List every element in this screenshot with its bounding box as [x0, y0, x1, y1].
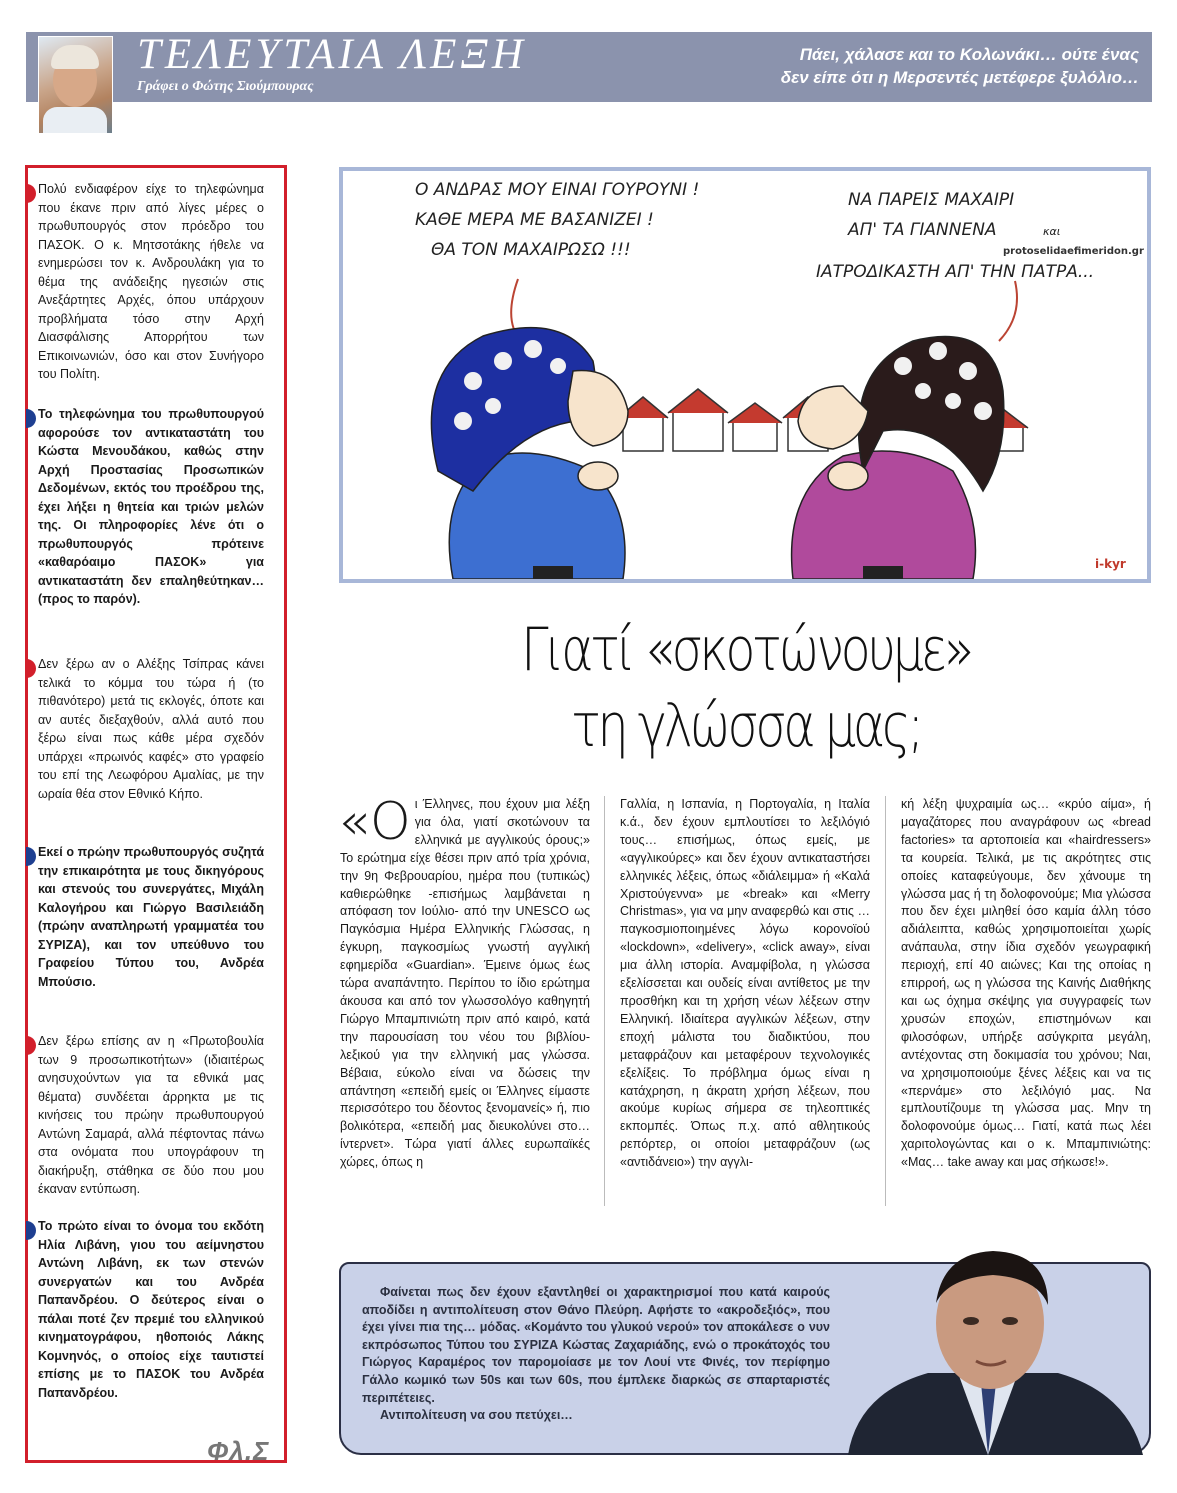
sidebar-item — [38, 1217, 264, 1402]
signature: Φλ.Σ — [207, 1436, 270, 1466]
sidebar-item — [38, 1032, 264, 1199]
column-divider — [885, 796, 886, 1206]
sidebar-item — [38, 405, 264, 609]
sidebar-item — [38, 180, 264, 384]
column-title: ΤΕΛΕΥΤΑΙΑ ΛΕΞΗ — [137, 31, 527, 78]
article-column-text: Γαλλία, η Ισπανία, η Πορτογαλία, η Ιταλία κ.ά., δεν έχουν εμπλουτίσει το λεξιλόγιό τους… επισήμως, όπως εμείς, με «αγγλικούρες» και δεν έχουν αντικαταστήσει ελληνικές λέξεις, όπως «διάλειμμα» ή «Καλά Χριστούγεννα» με «break» και «Merry Christmas», για να μην αναφερθώ και στις … παγκοσμιοποιημένες λόγω κορονοϊού «lockdown», «delivery», «click away», είναι μια άλλη ιστορία. Αναμφίβολα, η γλώσσα εξελίσσεται και ουδείς είναι αντίθετος με την προσθήκη και τη χρήση νέων λέξεων στην Ελληνική. Ιδιαίτερα αγγλικών λέξεων, στην εποχή μάλιστα του διαδικτύου, που μεταφράζουν και μεταφέρουν τεχνολογικές εξελίξεις. Το πρόβλημα όμως είναι η κατάχρηση, η άκρατη χρήση λέξεων, που ακούμε κυρίως σήμερα σε τηλεοπτικές εκπομπές. Όπως π.χ. από αθλητικούς ρεπόρτερ, οι οποίοι μεταφράζουν (ως «αντιδάνειο») την αγγλι- — [620, 797, 870, 1170]
right-speech-tail — [999, 281, 1017, 341]
bottom-box-paragraph: Φαίνεται πως δεν έχουν εξαντληθεί οι χαρακτηρισμοί που κατά καιρούς αποδίδει η αντιπολίτευση στον Θάνο Πλεύρη. Αφήστε το «ακροδεξιός», που έχει γίνει πια της… μόδας. «Κομάντο του γλυκού νερού» τον αποκάλεσε ο νυν εκπρόσωπος Τύπου του ΣΥΡΙΖΑ Κώστας Ζαχαριάδης, ενώ ο προκάτοχός του Γιώργος Καραμέρος τον παρομοίασε με τον Λουί ντε Φινές, τον περίφημο Γάλλο κωμικό των 50s και των 60s, που έμπλεκε διαρκώς σε σπαρταριστές περιπέτειες. — [362, 1285, 830, 1405]
sidebar-item-text: Δεν ξέρω αν ο Αλέξης Τσίπρας κάνει τελικά το κόμμα του τώρα ή (το πιθανότερο) μετά τις εκλογές, όποτε και αν αυτές διεξαχθούν, αλλά αυτό που ξέρω είναι πως κάθε μέρα σχεδόν υπάρχει «πρωινός καφές» στο γραφείο του επί της Λεωφόρου Αμαλίας, με την ωραία θέα στον Εθνικό Κήπο. — [38, 657, 264, 801]
header-teaser — [781, 43, 1139, 89]
article-dropcap: «Ο — [338, 792, 411, 852]
article-column-2 — [620, 796, 870, 1172]
cartoon-frame — [339, 167, 1151, 583]
right-speech-line: ΝΑ ΠΑΡΕΙΣ ΜΑΧΑΙΡΙ — [848, 190, 1015, 210]
author-shirt — [43, 107, 107, 133]
right-speech-line: ΑΠ' ΤΑ ΓΙΑΝΝΕΝΑ — [848, 220, 997, 240]
headline-line: τη γλώσσα μας; — [571, 691, 921, 761]
sidebar-item-text: Το τηλεφώνημα του πρωθυπουργού αφορούσε τον αντικαταστάτη του Κώστα Μενουδάκου, καθώς στην Αρχή Προστασίας Προσωπικών Δεδομένων, εκτός του προέδρου της, έχει λήξει η θητεία και τριών μελών της. Οι πληροφορίες λένε ότι ο πρωθυπουργός πρότεινε «καθαρόαιμο ΠΑΣΟΚ» για αντικαταστάτη δεν επαληθεύτηκαν… (προς το παρόν). — [38, 407, 264, 606]
sidebar-item — [38, 843, 264, 991]
article-column-text: ι Έλληνες, που έχουν μια λέξη για όλα, γιατί σκοτώνουν τα ελληνικά με αγγλικούς όρους;» Το ερώτημα είχε θέσει πριν από τρία χρόνια, την 9η Φεβρουαρίου, ημέρα που (τυπικώς) καθιερώθηκε -επισήμως λαμβάνεται η απόφαση τον Ιούλιο- από την UNESCO ως Παγκόσμια Ημέρα Ελληνικής Γλώσσας, η έγκυρη, παγκοσμίως γνωστή αγγλική εφημερίδα «Guardian». Έμεινε όμως έως τώρα αναπάντητο. Περίπου το ίδιο ερώτημα άκουσα και από τον γλωσσολόγο καθηγητή Γιώργο Μπαμπινιώτη πριν από καιρό, κατά την παρουσίαση του νέου του βιβλίου-λεξικού για την ελληνική μας γλώσσα. Βέβαια, εύκολο είναι να δώσεις την απάντηση «επειδή εμείς οι Έλληνες είμαστε περισσότερο του δέοντος ξενομανείς» ή, πιο βολικότερα, «επειδή μας διευκολύνει στο… ίντερνετ». Τώρα γιατί άλλες ευρωπαϊκές χώρες, όπως η — [340, 797, 590, 1170]
sidebar-item-text: Δεν ξέρω επίσης αν η «Πρωτοβουλία των 9 προσωπικοτήτων» (ιδιαιτέρως ανησυχούντων για τα εθνικά μας θέματα) συνδέεται άρρηκτα με τις κινήσεις του πρώην πρωθυπουργού Αντώνη Σαμαρά, αλλά πέφτοντας πάνω στα ονόματα που υπογράφουν τη διακήρυξη, στάθηκα σε δύο που μου έκαναν εντύπωση. — [38, 1034, 264, 1196]
cartoon-drawing — [343, 171, 1147, 579]
author-photo — [38, 36, 113, 134]
bottom-box-text — [362, 1284, 830, 1425]
sidebar-item-text: Εκεί ο πρώην πρωθυπουργός συζητά την επικαιρότητα με τους δικηγόρους και στενούς του συνεργάτες, Μιχάλη Καλογήρου και Γιώργο Βασιλειάδη (πρώην αναπληρωτή γραμματέα του ΣΥΡΙΖΑ), και τον υπεύθυνο του Γραφείου Τύπου του, Ανδρέα Μπούσιο. — [38, 845, 264, 989]
column-divider — [604, 796, 605, 1206]
left-speech-line: Ο ΑΝΔΡΑΣ ΜΟΥ ΕΙΝΑΙ ΓΟΥΡΟΥΝΙ ! — [415, 180, 700, 200]
sidebar-item — [38, 655, 264, 803]
cartoon-artist: i-kyr — [1095, 557, 1126, 571]
right-speech-line: ΙΑΤΡΟΔΙΚΑΣΤΗ ΑΠ' ΤΗΝ ΠΑΤΡΑ... — [816, 262, 1095, 282]
bottom-box-closing: Αντιπολίτευση να σου πετύχει… — [380, 1408, 573, 1423]
left-speech-line: ΚΑΘΕ ΜΕΡΑ ΜΕ ΒΑΣΑΝΙΖΕΙ ! — [415, 210, 654, 230]
header-teaser-line: δεν είπε ότι η Μερσεντές μετέφερε ξυλόλιο… — [780, 68, 1139, 87]
sidebar-item-text: Πολύ ενδιαφέρον είχε το τηλεφώνημα που έκανε πριν από λίγες μέρες ο πρωθυπουργός στον πρόεδρο του ΠΑΣΟΚ. Ο κ. Μητσοτάκης ήθελε να ενημερώσει τον κ. Ανδρουλάκη για το θέμα της ανάδειξης ηγεσιών στις Ανεξάρτητες Αρχές, όπου υπάρχουν προβλήματα τόσο στην Αρχή Διασφάλισης Απορρήτου των Επικοινωνιών, όσο και στον Συνήγορο του Πολίτη. — [38, 182, 264, 381]
left-woman — [431, 328, 628, 579]
politician-photo — [838, 1233, 1151, 1455]
author-hair — [51, 45, 99, 69]
right-woman — [792, 337, 1004, 579]
right-speech-and: και — [1043, 225, 1061, 238]
headline-line: Γιατί «σκοτώνουμε» — [521, 615, 971, 685]
column-byline: Γράφει ο Φώτης Σιούμπουρας — [137, 79, 314, 94]
article-column-1 — [338, 792, 590, 1172]
article-column-3 — [901, 796, 1151, 1172]
sidebar-item-text: Το πρώτο είναι το όνομα του εκδότη Ηλία Λιβάνη, γιου του αείμνηστου Αντώνη Λιβάνη, εκ των στενών συνεργατών και του Ανδρέα Παπανδρέου. Ο δεύτερος είναι ο πάλαι ποτέ ζεν πρεμιέ του ελληνικού κινηματογράφου, ηθοποιός Λάκης Κομνηνός, ο οποίος είχε ταυτιστεί επίσης με το ΠΑΣΟΚ του Ανδρέα Παπανδρέου. — [38, 1219, 264, 1400]
article-column-text: κή λέξη ψυχραιμία ως… «κρύο αίμα», ή μαγαζάτορες που αναγράφουν ως «bread factories» τα αρτοποιεία και «hairdressers» τα κουρεία. Τελικά, με τις ακρότητες στις οποίες καταφεύγουμε, δεν χάνουμε τη γλώσσα μας ή τη δολοφονούμε; Μια γλώσσα που δεν έχει μιληθεί όσο καμία άλλη τόσο αδιάλειπτα, καθώς χρησιμοποιείται χωρίς ανάπαυλα, στην ίδια σχεδόν γεωγραφική περιοχή, επί 40 αιώνες; Και της οποίας η επιρροή, ως η γλώσσα της Καινής Διαθήκης και ως όχημα σκέψης για συγγραφείς των χρυσών εποχών, επιστημόνων και φιλοσόφων, υπήρξε ασύγκριτα μεγάλη, αντέχοντας στη δοκιμασία του χρόνου; Ναι, να χρησιμοποιούμε ξένες λέξεις και να τις «περνάμε» στο λεξιλόγιό μας. Να εμπλουτίζουμε τη γλώσσα μας. Μην τη δολοφονούμε όμως… Γιατί, κατά πως λέει χαριτολογώντας και ο κ. Μπαμπινιώτης: «Μας… take away και μας σήκωσε!». — [901, 797, 1151, 1170]
cartoon-watermark: protoselidaefimeridon.gr — [1003, 246, 1144, 257]
article-headline — [413, 612, 1079, 764]
left-speech-line: ΘΑ ΤΟΝ ΜΑΧΑΙΡΩΣΩ !!! — [431, 240, 631, 260]
header-teaser-line: Πάει, χάλασε και το Κολωνάκι… ούτε ένας — [799, 45, 1139, 64]
